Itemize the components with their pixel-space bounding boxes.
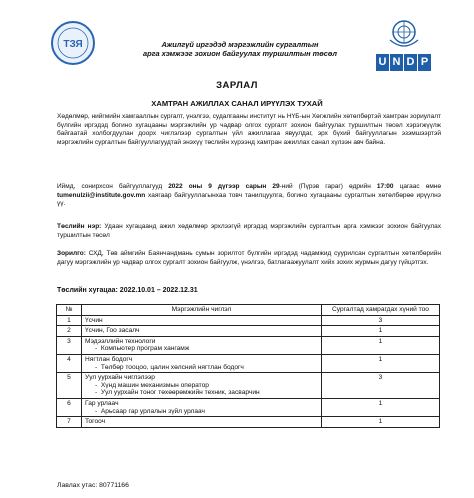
header-profession: Мэргэжлийн чиглэл [82,305,322,316]
row-count: 3 [322,373,440,399]
sub-profession-text: Арьсаар гар урлалын зүйл урлаач [100,407,205,415]
sub-profession [85,389,318,397]
deadline-mid1: -ний (Пүрэв гараг) өдрийн [279,183,377,190]
profession-name: Үсчин [85,316,103,324]
row-number: 4 [57,354,82,372]
document-subtitle: ХАМТРАН АЖИЛЛАХ САНАЛ ИРҮҮЛЭХ ТУХАЙ [151,99,323,108]
bullet-dash: - [95,363,101,371]
profession-name: Уул уурхайн чиглэлээр [85,374,155,382]
row-profession [82,354,322,372]
project-name-label: Төслийн нэр: [57,223,102,230]
project-header [110,40,370,58]
bullet-dash: - [95,381,101,389]
sub-profession-text: Уул уурхайн тоног төхөөрөмжийн техник, засварчин [100,389,260,397]
row-number: 3 [57,336,82,354]
profession-name: Гар урлаач [85,399,119,407]
undp-logo [376,18,432,88]
contact-email[interactable]: tumenulzii@institute.gov.mn [57,191,146,199]
table-row [57,398,440,416]
deadline-mid2: цагаас өмнө [393,183,442,190]
row-number: 5 [57,373,82,399]
row-profession [82,398,322,416]
table-header-row [57,305,440,316]
bullet-dash: - [95,407,101,415]
purpose-paragraph [57,250,441,267]
row-count: 1 [322,336,440,354]
header-line-2: арга хэмжээг зохион байгуулах туршилтын төсөл [143,49,337,58]
intro-paragraph: Хөдөлмөр, нийгмийн хамгааллын сургалт, үнэлгээ, судалгааны институт нь НҮБ-ын Хөгжлийн хөтөлбөртэй хамтран зориулалт бүлгийн иргэдэд богино хугацааны мэргэжлийн ур чадвар олгох сургалт зохион байгуулах туршилтын төсөл хэрэгжүүлж байгаатай холбогдуулан доорх чиглэлээр сургалтын үйл ажиллагаа явуулдаг, эрх бүхий байгууллагын эзэмшээртэй мэргэжлийн сургалтын байгууллагуудтай энэхүү төслийн хүрээнд хамтран ажиллах санал хүлээн авч байна. [57,113,441,147]
institute-logo-icon [50,20,96,66]
un-emblem-icon [376,18,432,50]
undp-letter-n: N [390,54,403,71]
table-row [57,417,440,428]
row-profession [82,315,322,326]
deadline-suffix: хаягаар байгууллагынхаа товч танилцуулга, богино хугацааны сургалтын хөтөлбөрөө ирүүлнэ үү. [57,191,441,208]
profession-name: Мэдээллийн технологи [85,337,156,345]
project-name-text: Удаан хугацаанд ажил хөдөлмөр эрхлээгүй иргэдэд мэргэжлийн сургалтын арга хэмжээг зохион байгуулах туршилтын төсөл [57,223,442,239]
document-title: ЗАРЛАЛ [216,80,258,91]
project-term: Төслийн хугацаа: 2022.10.01 – 2022.12.31 [57,287,198,294]
row-count: 1 [322,417,440,428]
header-line-1: Ажилгүй иргэдэд мэргэжлийн сургалтын [161,40,319,49]
sub-profession-text: Төлбөр тооцоо, цалин хөлсний нягтлан бодогч [100,363,244,371]
table-row [57,315,440,326]
undp-letters [376,52,432,72]
row-profession [82,326,322,337]
deadline-prefix: Иймд, сонирхсон байгууллагууд [57,183,169,190]
profession-name: Тогооч [85,418,106,426]
undp-letter-u: U [376,54,389,71]
training-table [56,304,440,428]
table-row [57,326,440,337]
sub-profession [85,345,318,353]
profession-name: Үсчин, Гоо засалч [85,327,140,335]
purpose-text: СХД, Төв аймгийн Баянчандмань сумын зорилтот бүлгийн иргэдэд чадамжид суурилсан сургалтын хөтөлбөрийн дагуу мэргэжлийн ур чадвар олгох сургалт зохион байгуулж, үнэлгээ, батлагаажуулалт хийх зохих журмын дагуу гүйцэтгэх. [57,250,441,266]
bullet-dash: - [95,345,101,353]
row-count: 1 [322,326,440,337]
undp-letter-p: P [418,54,431,71]
row-count: 1 [322,398,440,416]
row-number: 2 [57,326,82,337]
row-number: 1 [57,315,82,326]
logo-left-text: ТЗЯ [63,39,83,50]
row-count: 1 [322,354,440,372]
table-row [57,336,440,354]
header-count: Сургалтад хамрагдах хүний тоо [322,305,440,316]
row-profession [82,417,322,428]
sub-profession [85,408,318,416]
sub-profession-text: Компьютер програм хангамж [100,345,190,353]
table-row [57,373,440,399]
row-profession [82,373,322,399]
deadline-paragraph [57,183,441,209]
row-number: 6 [57,398,82,416]
row-count: 3 [322,315,440,326]
sub-profession-text: Хүнд машин механизмын оператор [100,381,209,389]
contact-phone: Лавлах утас: 80771166 [57,482,129,489]
row-profession [82,336,322,354]
table-row [57,354,440,372]
undp-letter-d: D [404,54,417,71]
project-name-paragraph [57,223,441,240]
deadline-time: 17:00 [376,183,394,190]
sub-profession [85,364,318,372]
row-number: 7 [57,417,82,428]
purpose-label: Зорилго: [57,250,86,257]
profession-name: Нягтлан бодогч [85,355,133,363]
table-body [57,315,440,427]
header-number: № [57,305,82,316]
bullet-dash: - [95,389,101,397]
deadline-date: 2022 оны 9 дүгээр сарын 29 [168,183,280,190]
